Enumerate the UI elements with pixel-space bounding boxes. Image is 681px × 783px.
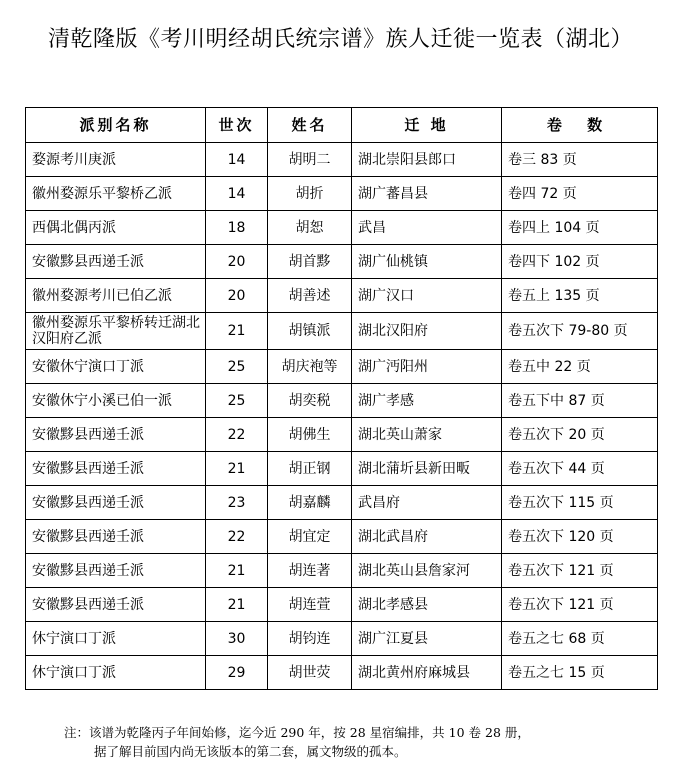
cell-destination: 湖北黄州府麻城县: [352, 656, 502, 690]
cell-generation: 14: [206, 143, 268, 177]
cell-branch: 休宁演口丁派: [26, 656, 206, 690]
cell-destination: 湖北蒲圻县新田畈: [352, 452, 502, 486]
cell-generation: 20: [206, 245, 268, 279]
cell-branch: 安徽黟县西递壬派: [26, 245, 206, 279]
cell-volume: 卷四 72 页: [502, 177, 658, 211]
header-branch: 派别名称: [26, 108, 206, 143]
cell-volume: 卷五之七 68 页: [502, 622, 658, 656]
page-title: 清乾隆版《考川明经胡氏统宗谱》族人迁徙一览表（湖北）: [47, 27, 633, 52]
table-row: [26, 350, 658, 384]
cell-name: 胡佛生: [268, 418, 352, 452]
cell-destination: 湖北英山萧家: [352, 418, 502, 452]
cell-volume: 卷五中 22 页: [502, 350, 658, 384]
cell-destination: 湖广江夏县: [352, 622, 502, 656]
cell-name: 胡首黟: [268, 245, 352, 279]
cell-destination: 湖广沔阳州: [352, 350, 502, 384]
cell-name: 胡善述: [268, 279, 352, 313]
cell-destination: 湖广仙桃镇: [352, 245, 502, 279]
cell-generation: 29: [206, 656, 268, 690]
cell-name: 胡明二: [268, 143, 352, 177]
cell-branch: 安徽黟县西递壬派: [26, 520, 206, 554]
table-row: [26, 143, 658, 177]
cell-branch: 安徽休宁小溪已伯一派: [26, 384, 206, 418]
footnote-line-2: 据了解目前国内尚无该版本的第二套，属文物级的孤本。: [94, 744, 407, 759]
table-header-row: [26, 108, 658, 143]
table-row: [26, 177, 658, 211]
cell-name: 胡宜定: [268, 520, 352, 554]
cell-name: 胡钧连: [268, 622, 352, 656]
cell-branch: 婺源考川庚派: [26, 143, 206, 177]
header-destination: 迁 地: [352, 108, 502, 143]
cell-volume: 卷五次下 121 页: [502, 554, 658, 588]
cell-generation: 22: [206, 418, 268, 452]
header-name: 姓名: [268, 108, 352, 143]
table-row: [26, 452, 658, 486]
cell-destination: 湖广孝感: [352, 384, 502, 418]
table-row: [26, 554, 658, 588]
cell-generation: 14: [206, 177, 268, 211]
cell-destination: 武昌: [352, 211, 502, 245]
cell-volume: 卷五下中 87 页: [502, 384, 658, 418]
cell-name: 胡折: [268, 177, 352, 211]
cell-volume: 卷五次下 115 页: [502, 486, 658, 520]
cell-branch: 安徽黟县西递壬派: [26, 418, 206, 452]
cell-branch: 安徽黟县西递壬派: [26, 486, 206, 520]
table-row: [26, 486, 658, 520]
cell-branch: 徽州婺源乐平黎桥转迁湖北汉阳府乙派: [26, 313, 206, 350]
header-generation: 世次: [206, 108, 268, 143]
cell-generation: 30: [206, 622, 268, 656]
cell-branch: 西偶北偶丙派: [26, 211, 206, 245]
cell-volume: 卷四上 104 页: [502, 211, 658, 245]
cell-generation: 21: [206, 313, 268, 350]
cell-volume: 卷五次下 121 页: [502, 588, 658, 622]
cell-name: 胡连著: [268, 554, 352, 588]
cell-volume: 卷五次下 79-80 页: [502, 313, 658, 350]
cell-branch: 安徽黟县西递壬派: [26, 588, 206, 622]
cell-generation: 20: [206, 279, 268, 313]
cell-branch: 休宁演口丁派: [26, 622, 206, 656]
cell-generation: 21: [206, 554, 268, 588]
cell-destination: 湖北英山县詹家河: [352, 554, 502, 588]
cell-name: 胡奕税: [268, 384, 352, 418]
cell-generation: 21: [206, 452, 268, 486]
table-row: [26, 656, 658, 690]
cell-destination: 湖广蕃昌县: [352, 177, 502, 211]
footnote: [64, 723, 664, 761]
footnote-line-1: 注：该谱为乾隆丙子年间始修，迄今近 290 年，按 28 星宿编排，共 10 卷 28 册，: [64, 725, 530, 740]
table-row: [26, 245, 658, 279]
cell-volume: 卷五次下 120 页: [502, 520, 658, 554]
cell-generation: 21: [206, 588, 268, 622]
cell-generation: 22: [206, 520, 268, 554]
cell-branch: 安徽休宁演口丁派: [26, 350, 206, 384]
cell-generation: 25: [206, 350, 268, 384]
cell-branch: 安徽黟县西递壬派: [26, 452, 206, 486]
cell-volume: 卷三 83 页: [502, 143, 658, 177]
table-row: [26, 313, 658, 350]
cell-destination: 湖北武昌府: [352, 520, 502, 554]
table-row: [26, 520, 658, 554]
cell-volume: 卷五次下 20 页: [502, 418, 658, 452]
cell-volume: 卷五之七 15 页: [502, 656, 658, 690]
migration-table: [25, 107, 658, 690]
cell-destination: 湖广汉口: [352, 279, 502, 313]
cell-volume: 卷四下 102 页: [502, 245, 658, 279]
cell-branch: 安徽黟县西递壬派: [26, 554, 206, 588]
table-row: [26, 622, 658, 656]
cell-generation: 23: [206, 486, 268, 520]
table-row: [26, 384, 658, 418]
cell-destination: 武昌府: [352, 486, 502, 520]
cell-name: 胡正钢: [268, 452, 352, 486]
header-volume: 卷 数: [502, 108, 658, 143]
cell-generation: 25: [206, 384, 268, 418]
cell-branch: 徽州婺源考川已伯乙派: [26, 279, 206, 313]
table-row: [26, 588, 658, 622]
cell-name: 胡恕: [268, 211, 352, 245]
cell-destination: 湖北孝感县: [352, 588, 502, 622]
cell-destination: 湖北汉阳府: [352, 313, 502, 350]
cell-generation: 18: [206, 211, 268, 245]
cell-name: 胡嘉麟: [268, 486, 352, 520]
cell-destination: 湖北崇阳县郎口: [352, 143, 502, 177]
table-row: [26, 418, 658, 452]
cell-name: 胡世荧: [268, 656, 352, 690]
table-row: [26, 279, 658, 313]
cell-volume: 卷五上 135 页: [502, 279, 658, 313]
table-row: [26, 211, 658, 245]
cell-name: 胡镇派: [268, 313, 352, 350]
cell-branch: 徽州婺源乐平黎桥乙派: [26, 177, 206, 211]
cell-name: 胡连萱: [268, 588, 352, 622]
cell-volume: 卷五次下 44 页: [502, 452, 658, 486]
cell-name: 胡庆袍等: [268, 350, 352, 384]
